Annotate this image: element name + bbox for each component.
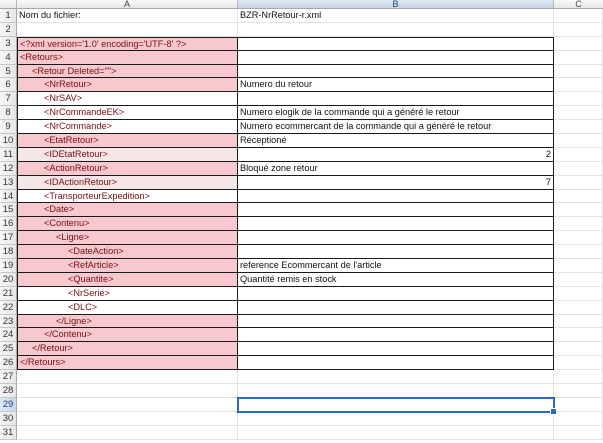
cell-a[interactable]: <?xml version='1.0' encoding='UTF-8' ?>: [17, 37, 238, 51]
row-header[interactable]: 18: [0, 245, 17, 259]
cell-c[interactable]: [554, 356, 603, 370]
row-header[interactable]: 7: [0, 92, 17, 106]
cell-b[interactable]: [238, 287, 554, 301]
sheet-row: [0, 65, 603, 79]
select-all-corner[interactable]: [0, 0, 17, 9]
row-header[interactable]: 31: [0, 426, 17, 440]
cell-b[interactable]: Bloqué zone retour: [238, 162, 554, 176]
sheet-row: [0, 134, 603, 148]
cell-a[interactable]: <NrCommande>: [17, 120, 238, 134]
cell-c[interactable]: [554, 23, 603, 37]
row-header[interactable]: 3: [0, 37, 17, 51]
cell-a[interactable]: <DateAction>: [17, 245, 238, 259]
sheet-row: [0, 398, 603, 412]
cell-a[interactable]: <IDEtatRetour>: [17, 148, 238, 162]
cell-b[interactable]: [238, 301, 554, 315]
row-header[interactable]: 17: [0, 231, 17, 245]
row-header[interactable]: 10: [0, 134, 17, 148]
row-header[interactable]: 2: [0, 23, 17, 37]
row-header[interactable]: 8: [0, 106, 17, 120]
sheet-row: [0, 273, 603, 287]
column-header-bar: [0, 0, 603, 9]
cell-b[interactable]: [238, 203, 554, 217]
cell-a[interactable]: <NrCommandeEK>: [17, 106, 238, 120]
sheet-row: [0, 92, 603, 106]
cell-a[interactable]: </Retours>: [17, 356, 238, 370]
cell-c[interactable]: [554, 342, 603, 356]
cell-b[interactable]: [238, 23, 554, 37]
cell-a[interactable]: [17, 398, 238, 412]
cell-c[interactable]: [554, 217, 603, 231]
sheet-row: [0, 287, 603, 301]
cell-a[interactable]: <EtatRetour>: [17, 134, 238, 148]
cell-b[interactable]: reference Ecommercant de l'article: [238, 259, 554, 273]
cell-a[interactable]: <TransporteurExpedition>: [17, 190, 238, 204]
sheet-row: [0, 162, 603, 176]
cell-b[interactable]: Numero elogik de la commande qui a généré le retour: [238, 106, 554, 120]
cell-a[interactable]: [17, 412, 238, 426]
sheet-row: [0, 37, 603, 51]
sheet-row: [0, 356, 603, 370]
sheet-row: [0, 78, 603, 92]
cell-b[interactable]: [238, 426, 554, 440]
cell-c[interactable]: [554, 120, 603, 134]
cell-b[interactable]: [238, 342, 554, 356]
sheet-row: [0, 259, 603, 273]
row-header[interactable]: 30: [0, 412, 17, 426]
cell-b[interactable]: [238, 51, 554, 65]
cell-c[interactable]: [554, 426, 603, 440]
cell-b[interactable]: [238, 370, 554, 384]
cell-a[interactable]: <IDActionRetour>: [17, 176, 238, 190]
cell-c[interactable]: [554, 398, 603, 412]
cell-b[interactable]: Réceptioné: [238, 134, 554, 148]
cell-b[interactable]: 7: [238, 176, 554, 190]
cell-c[interactable]: [554, 106, 603, 120]
sheet-row: [0, 245, 603, 259]
row-header[interactable]: 29: [0, 398, 17, 412]
cell-c[interactable]: [554, 245, 603, 259]
row-header[interactable]: 4: [0, 51, 17, 65]
row-header[interactable]: 22: [0, 301, 17, 315]
row-header[interactable]: 13: [0, 176, 17, 190]
sheet-row: [0, 370, 603, 384]
sheet-row: [0, 148, 603, 162]
cell-c[interactable]: [554, 370, 603, 384]
cell-c[interactable]: [554, 301, 603, 315]
cell-b[interactable]: [238, 217, 554, 231]
cell-c[interactable]: [554, 9, 603, 23]
cell-c[interactable]: [554, 259, 603, 273]
row-header[interactable]: 24: [0, 328, 17, 342]
sheet-row: [0, 231, 603, 245]
cell-b[interactable]: [238, 356, 554, 370]
row-header[interactable]: 20: [0, 273, 17, 287]
cell-b[interactable]: [238, 398, 554, 412]
cell-a[interactable]: [17, 384, 238, 398]
cell-c[interactable]: [554, 328, 603, 342]
row-header[interactable]: 14: [0, 190, 17, 204]
cell-b[interactable]: [238, 315, 554, 329]
cell-c[interactable]: [554, 148, 603, 162]
cell-b[interactable]: [238, 412, 554, 426]
row-header[interactable]: 23: [0, 315, 17, 329]
sheet-row: [0, 426, 603, 440]
cell-a[interactable]: [17, 426, 238, 440]
row-header[interactable]: 15: [0, 203, 17, 217]
cell-a[interactable]: <NrSAV>: [17, 92, 238, 106]
sheet-row: [0, 190, 603, 204]
cell-a[interactable]: <Quantite>: [17, 273, 238, 287]
cell-b[interactable]: [238, 231, 554, 245]
cell-b[interactable]: Numero ecommercant de la commande qui a généré le retour: [238, 120, 554, 134]
cell-b[interactable]: Numero du retour: [238, 78, 554, 92]
sheet-row: [0, 51, 603, 65]
cell-c[interactable]: [554, 37, 603, 51]
row-header[interactable]: 11: [0, 148, 17, 162]
cell-c[interactable]: [554, 412, 603, 426]
cell-b[interactable]: [238, 65, 554, 79]
cell-c[interactable]: [554, 287, 603, 301]
cell-a[interactable]: Nom du fichier:: [17, 9, 238, 23]
sheet-row: [0, 176, 603, 190]
cell-b[interactable]: [238, 190, 554, 204]
cell-a[interactable]: <Retour Deleted="">: [17, 65, 238, 79]
sheet-row: [0, 301, 603, 315]
cell-c[interactable]: [554, 162, 603, 176]
sheet-row: [0, 23, 603, 37]
row-header[interactable]: 5: [0, 65, 17, 79]
sheet-row: [0, 342, 603, 356]
cell-a[interactable]: <Retours>: [17, 51, 238, 65]
cell-c[interactable]: [554, 65, 603, 79]
cell-a[interactable]: <Date>: [17, 203, 238, 217]
sheet-row: [0, 106, 603, 120]
row-header[interactable]: 19: [0, 259, 17, 273]
cell-b[interactable]: BZR-NrRetour-r.xml: [238, 9, 554, 23]
row-header[interactable]: 16: [0, 217, 17, 231]
cell-c[interactable]: [554, 176, 603, 190]
cell-a[interactable]: [17, 23, 238, 37]
row-header[interactable]: 21: [0, 287, 17, 301]
cell-c[interactable]: [554, 203, 603, 217]
cell-b[interactable]: [238, 37, 554, 51]
sheet-row: [0, 217, 603, 231]
cell-c[interactable]: [554, 51, 603, 65]
row-header[interactable]: 6: [0, 78, 17, 92]
row-header[interactable]: 26: [0, 356, 17, 370]
cell-c[interactable]: [554, 190, 603, 204]
sheet-row: [0, 120, 603, 134]
cell-c[interactable]: [554, 231, 603, 245]
cell-c[interactable]: [554, 78, 603, 92]
row-header[interactable]: 1: [0, 9, 17, 23]
cell-c[interactable]: [554, 384, 603, 398]
cell-a[interactable]: <NrRetour>: [17, 78, 238, 92]
cell-a[interactable]: <Ligne>: [17, 231, 238, 245]
sheet-row: [0, 412, 603, 426]
cell-b[interactable]: 2: [238, 148, 554, 162]
cell-a[interactable]: </Ligne>: [17, 315, 238, 329]
row-header[interactable]: 28: [0, 384, 17, 398]
row-header[interactable]: 9: [0, 120, 17, 134]
cell-a[interactable]: <DLC>: [17, 301, 238, 315]
sheet-row: [0, 328, 603, 342]
column-header-c[interactable]: C: [554, 0, 603, 9]
cell-a[interactable]: <RefArticle>: [17, 259, 238, 273]
cell-a[interactable]: <Contenu>: [17, 217, 238, 231]
cell-c[interactable]: [554, 92, 603, 106]
cell-b[interactable]: Quantité remis en stock: [238, 273, 554, 287]
cell-b[interactable]: [238, 328, 554, 342]
column-header-b[interactable]: B: [238, 0, 554, 9]
cell-a[interactable]: [17, 370, 238, 384]
sheet-row: [0, 384, 603, 398]
sheet-row: [0, 9, 603, 23]
cell-a[interactable]: </Contenu>: [17, 328, 238, 342]
cell-c[interactable]: [554, 273, 603, 287]
cell-c[interactable]: [554, 315, 603, 329]
row-header[interactable]: 25: [0, 342, 17, 356]
row-header[interactable]: 12: [0, 162, 17, 176]
cell-b[interactable]: [238, 92, 554, 106]
cell-a[interactable]: <ActionRetour>: [17, 162, 238, 176]
grid-rows: [0, 9, 603, 440]
cell-b[interactable]: [238, 384, 554, 398]
column-header-a[interactable]: A: [17, 0, 238, 9]
sheet-row: [0, 203, 603, 217]
cell-a[interactable]: <NrSerie>: [17, 287, 238, 301]
sheet-row: [0, 315, 603, 329]
cell-b[interactable]: [238, 245, 554, 259]
row-header[interactable]: 27: [0, 370, 17, 384]
cell-a[interactable]: </Retour>: [17, 342, 238, 356]
cell-c[interactable]: [554, 134, 603, 148]
